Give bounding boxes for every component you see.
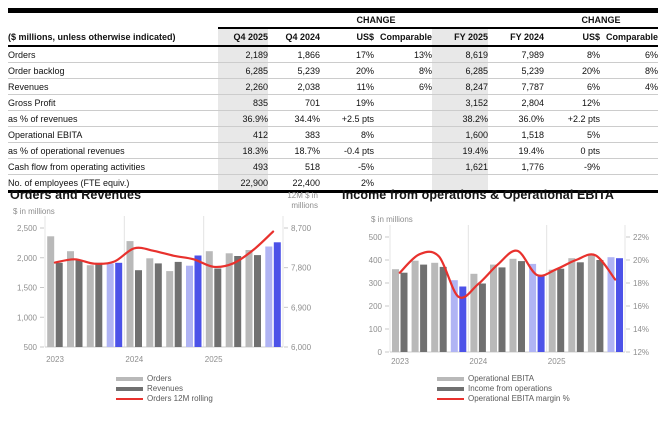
bar — [127, 241, 134, 347]
bar — [420, 265, 427, 352]
table-cell — [600, 143, 658, 159]
ebita-legend — [437, 374, 570, 404]
legend-bar-swatch — [437, 387, 464, 391]
x-axis-year-label: 2025 — [547, 357, 566, 366]
table-cell: 701 — [268, 95, 320, 111]
table-cell: 412 — [218, 127, 268, 143]
ebita-left-axis-unit: $ in millions — [371, 215, 413, 224]
table-cell: 2,804 — [488, 95, 544, 111]
left-tick-label: 200 — [368, 302, 382, 311]
table-cell: 13% — [374, 46, 432, 63]
table-cell-empty — [218, 11, 320, 29]
x-axis-year-label: 2025 — [204, 355, 223, 364]
table-cell — [374, 127, 432, 143]
table-row — [8, 111, 658, 127]
x-axis-year-label: 2023 — [391, 357, 409, 366]
row-label: as % of revenues — [8, 111, 218, 127]
bar — [499, 267, 506, 352]
table-cell: 19.4% — [488, 143, 544, 159]
table-cell: 6,285 — [218, 63, 268, 79]
right-tick-label: 22% — [633, 233, 650, 242]
left-tick-label: 500 — [368, 233, 382, 242]
table-row — [8, 79, 658, 95]
table-cell: -0.4 pts — [320, 143, 374, 159]
column-header: FY 2025 — [432, 28, 488, 46]
row-label: Orders — [8, 46, 218, 63]
legend-item — [437, 384, 570, 393]
bar — [577, 262, 584, 352]
right-tick-label: 12% — [633, 348, 650, 357]
table-cell: 2,189 — [218, 46, 268, 63]
x-axis-year-label: 2023 — [46, 355, 64, 364]
row-label: Cash flow from operating activities — [8, 159, 218, 175]
table-cell: 36.0% — [488, 111, 544, 127]
bar — [518, 261, 525, 352]
table-cell: 7,787 — [488, 79, 544, 95]
table-cell: 835 — [218, 95, 268, 111]
table-cell: 19.4% — [432, 143, 488, 159]
legend-item — [116, 394, 213, 403]
table-cell: 1,866 — [268, 46, 320, 63]
bar — [254, 255, 261, 347]
right-tick-label: 6,900 — [291, 303, 312, 313]
bar — [246, 250, 253, 347]
table-cell: 17% — [320, 46, 374, 63]
table-cell: -5% — [320, 159, 374, 175]
legend-bar-swatch — [116, 377, 143, 381]
orders-revenues-chart-title: Orders and Revenues — [10, 188, 142, 202]
table-cell: 12% — [544, 95, 600, 111]
table-cell: 22,400 — [268, 175, 320, 192]
table-cell: 6% — [544, 79, 600, 95]
orders-revenues-chart — [0, 185, 330, 385]
bar — [616, 258, 623, 352]
table-cell — [600, 127, 658, 143]
bar — [557, 269, 564, 352]
table-cell — [374, 111, 432, 127]
left-tick-label: 0 — [377, 348, 382, 357]
legend-label: Operational EBITA — [468, 374, 535, 383]
legend-item — [116, 384, 213, 393]
row-label: No. of employees (FTE equiv.) — [8, 175, 218, 192]
table-cell: 1,776 — [488, 159, 544, 175]
left-tick-label: 400 — [368, 256, 382, 265]
table-cell: 5,239 — [268, 63, 320, 79]
bar — [155, 263, 162, 347]
table-cell-empty — [432, 11, 544, 29]
bar — [440, 267, 447, 352]
table-cell: 8% — [320, 127, 374, 143]
orders-revenues-legend — [116, 374, 213, 404]
table-row — [8, 159, 658, 175]
table-cell: 2% — [320, 175, 374, 192]
table-cell-empty — [8, 11, 218, 29]
bar — [588, 255, 595, 352]
legend-label: Revenues — [147, 384, 184, 393]
x-axis-year-label: 2024 — [125, 355, 144, 364]
column-header: Q4 2025 — [218, 28, 268, 46]
column-header: FY 2024 — [488, 28, 544, 46]
table-header-row — [8, 28, 658, 46]
orders-revenues-left-axis-unit: $ in millions — [13, 207, 55, 216]
table-cell: 8,619 — [432, 46, 488, 63]
bar — [479, 284, 486, 353]
table-cell: +2.5 pts — [320, 111, 374, 127]
table-cell: 4% — [600, 79, 658, 95]
table-cell: 1,518 — [488, 127, 544, 143]
table-cell — [600, 95, 658, 111]
table-cell: 8,247 — [432, 79, 488, 95]
financial-summary-table-wrap — [8, 8, 658, 193]
bar — [67, 251, 74, 347]
bar — [95, 263, 102, 347]
table-cell: 3,152 — [432, 95, 488, 111]
legend-line-swatch — [116, 398, 143, 400]
legend-label: Operational EBITA margin % — [468, 394, 570, 403]
bar — [431, 263, 438, 352]
column-header: Q4 2024 — [268, 28, 320, 46]
table-cell: 383 — [268, 127, 320, 143]
orders-revenues-right-axis-unit: 12M $ in millions — [287, 191, 318, 210]
right-tick-label: 18% — [633, 279, 650, 288]
bar — [146, 258, 153, 347]
table-cell: 36.9% — [218, 111, 268, 127]
table-cell: 38.2% — [432, 111, 488, 127]
bar — [186, 266, 193, 347]
table-cell: 6% — [374, 79, 432, 95]
bar — [274, 242, 281, 347]
left-tick-label: 1,000 — [16, 313, 37, 323]
table-cell: 22,900 — [218, 175, 268, 192]
legend-label: Orders 12M rolling — [147, 394, 213, 403]
right-tick-label: 14% — [633, 325, 650, 334]
table-cell: 8% — [600, 63, 658, 79]
table-cell — [374, 159, 432, 175]
bar — [87, 265, 94, 347]
bar — [195, 256, 202, 348]
bar — [392, 269, 399, 352]
table-row — [8, 46, 658, 63]
table-cell: 6,285 — [432, 63, 488, 79]
row-label: Operational EBITA — [8, 127, 218, 143]
table-row — [8, 95, 658, 111]
right-tick-label: 8,700 — [291, 224, 312, 233]
table-cell: 19% — [320, 95, 374, 111]
table-cell: 5% — [544, 127, 600, 143]
legend-item — [437, 394, 570, 403]
bar — [568, 258, 575, 352]
table-cell: +2.2 pts — [544, 111, 600, 127]
table-cell: 18.3% — [218, 143, 268, 159]
table-row — [8, 143, 658, 159]
column-header: Comparable — [374, 28, 432, 46]
table-cell: 493 — [218, 159, 268, 175]
table-cell: 8% — [374, 63, 432, 79]
table-corner-label: ($ millions, unless otherwise indicated) — [8, 28, 218, 46]
legend-item — [437, 374, 570, 383]
bar — [538, 275, 545, 352]
row-label: Order backlog — [8, 63, 218, 79]
bar — [234, 256, 241, 347]
table-cell: 34.4% — [268, 111, 320, 127]
column-header: Comparable — [600, 28, 658, 46]
table-cell — [600, 159, 658, 175]
table-cell: 1,621 — [432, 159, 488, 175]
bar — [115, 263, 122, 347]
table-change-row — [8, 11, 658, 29]
bar — [175, 262, 182, 347]
legend-item — [116, 374, 213, 383]
table-cell: 6% — [600, 46, 658, 63]
legend-bar-swatch — [116, 387, 143, 391]
ebita-chart-title: Income from operations & Operational EBITA — [342, 188, 615, 202]
bar — [214, 269, 221, 348]
right-tick-label: 20% — [633, 256, 650, 265]
table-cell — [374, 95, 432, 111]
bar — [490, 265, 497, 352]
bar — [265, 247, 272, 348]
bar — [549, 270, 556, 352]
right-tick-label: 6,000 — [291, 343, 312, 352]
table-cell — [374, 143, 432, 159]
legend-line-swatch — [437, 398, 464, 400]
row-label: Revenues — [8, 79, 218, 95]
bar — [47, 236, 54, 347]
table-cell: 1,600 — [432, 127, 488, 143]
legend-label: Orders — [147, 374, 172, 383]
bar — [76, 260, 83, 347]
left-tick-label: 500 — [23, 343, 37, 352]
change-header: CHANGE — [320, 11, 432, 29]
bar — [596, 260, 603, 352]
row-label: as % of operational revenues — [8, 143, 218, 159]
right-tick-label: 7,800 — [291, 263, 312, 273]
legend-label: Income from operations — [468, 384, 553, 393]
table-cell: 0 pts — [544, 143, 600, 159]
right-tick-label: 16% — [633, 302, 650, 311]
left-tick-label: 2,500 — [16, 224, 37, 233]
table-cell: 18.7% — [268, 143, 320, 159]
left-tick-label: 300 — [368, 279, 382, 288]
left-tick-label: 2,000 — [16, 253, 37, 263]
change-header: CHANGE — [544, 11, 658, 29]
row-label: Gross Profit — [8, 95, 218, 111]
table-cell: 5,239 — [488, 63, 544, 79]
left-tick-label: 1,500 — [16, 283, 37, 293]
x-axis-year-label: 2024 — [469, 357, 488, 366]
table-cell: 7,989 — [488, 46, 544, 63]
table-cell: 2,038 — [268, 79, 320, 95]
table-cell: 8% — [544, 46, 600, 63]
bar — [56, 263, 63, 347]
bar — [510, 259, 517, 352]
table-cell: 518 — [268, 159, 320, 175]
column-header: US$ — [320, 28, 374, 46]
table-cell: 2,260 — [218, 79, 268, 95]
bar — [529, 264, 536, 352]
bar — [107, 263, 114, 347]
left-tick-label: 100 — [368, 325, 382, 334]
table-row — [8, 63, 658, 79]
table-cell — [600, 111, 658, 127]
bar — [412, 261, 419, 352]
bar — [226, 253, 233, 347]
bar — [135, 270, 142, 347]
table-cell: 20% — [544, 63, 600, 79]
financial-summary-table — [8, 8, 658, 193]
table-cell: -9% — [544, 159, 600, 175]
bar — [166, 271, 173, 347]
table-cell: 11% — [320, 79, 374, 95]
table-cell: 20% — [320, 63, 374, 79]
bar — [401, 273, 408, 352]
table-row — [8, 127, 658, 143]
legend-bar-swatch — [437, 377, 464, 381]
column-header: US$ — [544, 28, 600, 46]
ebita-chart — [330, 185, 666, 385]
